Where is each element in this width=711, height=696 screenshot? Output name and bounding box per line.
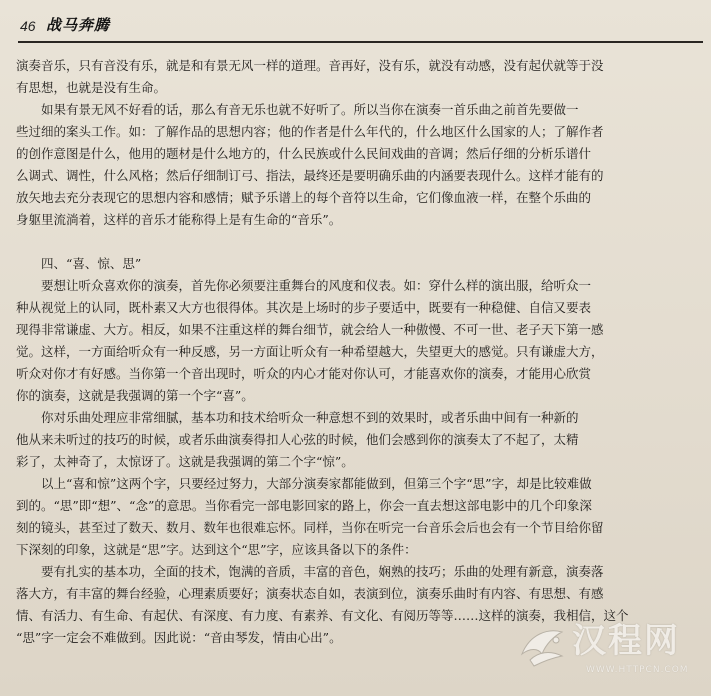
page-number: 46 bbox=[20, 18, 36, 34]
text-line: 身躯里流淌着，这样的音乐才能称得上是有生命的“音乐”。 bbox=[16, 212, 342, 227]
text-line: 些过细的案头工作。如：了解作品的思想内容；他的作者是什么年代的，什么地区什么国家的人；了解作者 bbox=[16, 124, 604, 139]
text-line: 有思想，也就是没有生命。 bbox=[16, 80, 167, 95]
text-line: 你的演奏，这就是我强调的第一个字“喜”。 bbox=[16, 388, 254, 403]
text-line: 落大方，有丰富的舞台经验，心理素质要好；演奏状态自如，表演到位，演奏乐曲时有内容、有思想、有感 bbox=[16, 586, 604, 601]
text-line: 的创作意图是什么，他用的题材是什么地方的，什么民族或什么民间戏曲的音调；然后仔细的分析乐谱什 bbox=[16, 146, 592, 161]
text-line: 刻的镜头，甚至过了数天、数月、数年也很难忘怀。同样，当你在听完一台音乐会后也会有一个节目给你留 bbox=[16, 520, 604, 535]
text-line: 放矢地去充分表现它的思想内容和感情；赋予乐谱上的每个音符以生命，它们像血液一样，在整个乐曲的 bbox=[16, 190, 592, 205]
body-text bbox=[16, 55, 700, 649]
text-line: 以上“喜和惊”这两个字，只要经过努力，大部分演奏家都能做到，但第三个字“思”字，却是比较难做 bbox=[16, 476, 592, 491]
text-line: 演奏音乐，只有音没有乐，就是和有景无风一样的道理。音再好，没有乐，就没有动感，没有起伏就等于没 bbox=[16, 58, 604, 73]
text-line: 觉。这样，一方面给听众有一种反感，另一方面让听众有一种希望越大，失望更大的感觉。只有谦虚大方， bbox=[16, 344, 604, 359]
text-line: 种从视觉上的认同，既朴素又大方也很得体。其次是上场时的步子要适中，既要有一种稳健、自信又要表 bbox=[16, 300, 592, 315]
text-line: 下深刻的印象，这就是“思”字。达到这个“思”字，应该具备以下的条件： bbox=[16, 542, 417, 557]
page-header bbox=[0, 0, 711, 46]
text-line: 四、“喜、惊、思” bbox=[16, 256, 142, 271]
text-line: 你对乐曲处理应非常细腻，基本功和技术给听众一种意想不到的效果时，或者乐曲中间有一种新的 bbox=[16, 410, 579, 425]
text-line: 到的。“思”即“想”、“念”的意思。当你看完一部电影回家的路上，你会一直去想这部电影中的几个印象深 bbox=[16, 498, 592, 513]
text-line: 要有扎实的基本功，全面的技术，饱满的音质，丰富的音色，娴熟的技巧；乐曲的处理有新意，演奏落 bbox=[16, 564, 604, 579]
watermark-url: WWW.HTTPCN.COM bbox=[586, 665, 689, 675]
watermark bbox=[516, 614, 706, 686]
watermark-name: 汉程网 bbox=[572, 621, 680, 661]
paragraph-gap bbox=[16, 231, 700, 253]
text-line: 听众对你才有好感。当你第一个音出现时，听众的内心才能对你认可，才能喜欢你的演奏，才能用心欣赏 bbox=[16, 366, 592, 381]
header-rule bbox=[18, 41, 703, 43]
text-line: “思”字一定会不难做到。因此说：“音由琴发，情由心出”。 bbox=[16, 630, 342, 645]
text-line: 情、有活力、有生命、有起伏、有深度、有力度、有素养、有文化、有阅历等等……这样的演奏，我相信，这个 bbox=[16, 608, 629, 623]
text-line: 现得非常谦虚、大方。相反，如果不注重这样的舞台细节，就会给人一种傲慢、不可一世、老子天下第一感 bbox=[16, 322, 604, 337]
text-line: 么调式、调性，什么风格；然后仔细制订弓、指法，最终还是要明确乐曲的内涵要表现什么。这样才能有的 bbox=[16, 168, 604, 183]
running-title: 战马奔腾 bbox=[46, 16, 111, 34]
text-line: 如果有景无风不好看的话，那么有音无乐也就不好听了。所以当你在演奏一首乐曲之前首先要做一 bbox=[16, 102, 579, 117]
han-culture-logo-icon bbox=[516, 620, 568, 668]
text-line: 彩了，太神奇了，太惊讶了。这就是我强调的第二个字“惊”。 bbox=[16, 454, 354, 469]
text-line: 他从来未听过的技巧的时候，或者乐曲演奏得扣人心弦的时候，他们会感到你的演奏太了不起了，太精 bbox=[16, 432, 579, 447]
text-line: 要想让听众喜欢你的演奏，首先你必须要注重舞台的风度和仪表。如：穿什么样的演出服，给听众一 bbox=[16, 278, 592, 293]
